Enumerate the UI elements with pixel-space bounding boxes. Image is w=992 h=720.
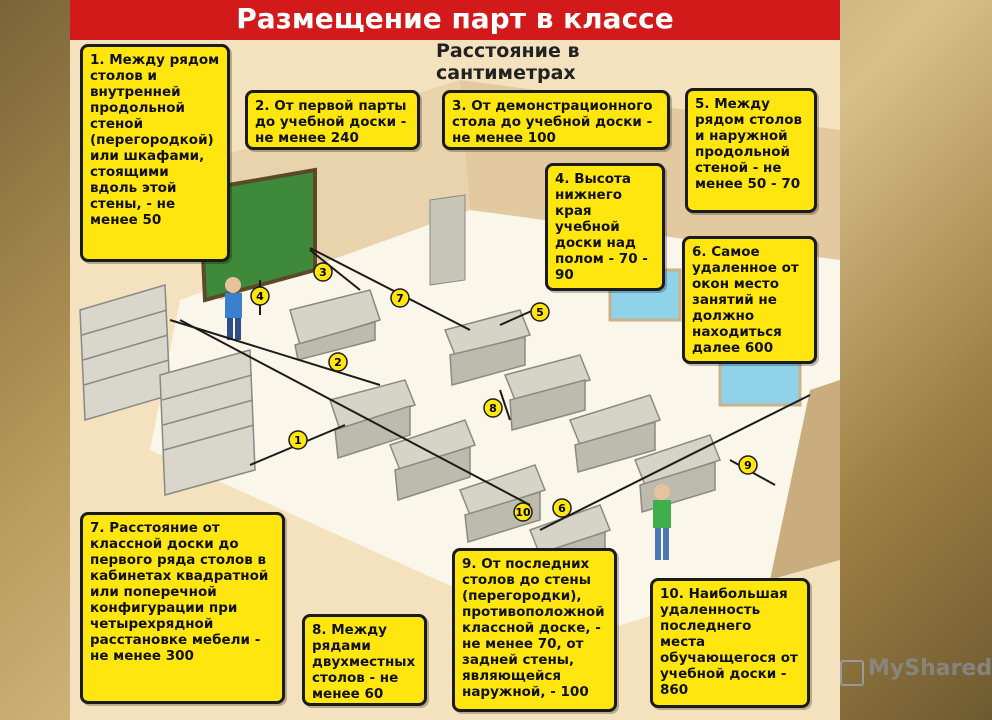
marker-label: 5 [536, 306, 544, 319]
note-10: 10. Наибольшая удаленность последнего места обучающегося от учебной доски - 860 [650, 578, 810, 708]
note-4: 4. Высота нижнего края учебной доски над полом - 70 - 90 [545, 163, 665, 291]
marker-label: 10 [515, 506, 531, 519]
marker-8 [484, 399, 502, 417]
watermark-icon [840, 660, 864, 686]
page-subtitle: Расстояние в сантиметрах [436, 40, 580, 84]
page-title: Размещение парт в классе [70, 0, 840, 40]
marker-7 [391, 289, 409, 307]
slide [70, 0, 992, 720]
note-8: 8. Между рядами двухместных столов - не менее 60 [302, 614, 427, 706]
marker-label: 2 [334, 356, 342, 369]
note-7: 7. Расстояние от классной доски до первого ряда столов в кабинетах квадратной или поперечной конфигурации при четырехрядной расстановке мебели - не менее 300 [80, 512, 285, 704]
note-9: 9. От последних столов до стены (перегородки), противоположной классной доске, - не менее 70, от задней стены, являющейся наружной, - 100 [452, 548, 617, 712]
door [430, 195, 465, 285]
marker-1 [289, 431, 307, 449]
marker-10 [514, 503, 532, 521]
note-1: 1. Между рядом столов и внутренней продольной стеной (перегородкой) или шкафами, стоящими вдоль этой стены, - не менее 50 [80, 44, 230, 262]
marker-label: 7 [396, 292, 404, 305]
marker-5 [531, 303, 549, 321]
marker-4 [251, 287, 269, 305]
marker-label: 1 [294, 434, 302, 447]
marker-label: 8 [489, 402, 497, 415]
marker-label: 4 [256, 290, 264, 303]
marker-label: 9 [744, 459, 752, 472]
marker-6 [553, 499, 571, 517]
note-6: 6. Самое удаленное от окон место занятий не должно находиться далее 600 [682, 236, 817, 364]
marker-2 [329, 353, 347, 371]
note-3: 3. От демонстрационного стола до учебной доски - не менее 100 [442, 90, 670, 150]
marker-3 [314, 263, 332, 281]
note-5: 5. Между рядом столов и наружной продольной стеной - не менее 50 - 70 [685, 88, 817, 213]
marker-label: 6 [558, 502, 566, 515]
note-2: 2. От первой парты до учебной доски - не менее 240 [245, 90, 420, 150]
watermark: MyShared [868, 656, 992, 681]
marker-label: 3 [319, 266, 327, 279]
marker-9 [739, 456, 757, 474]
